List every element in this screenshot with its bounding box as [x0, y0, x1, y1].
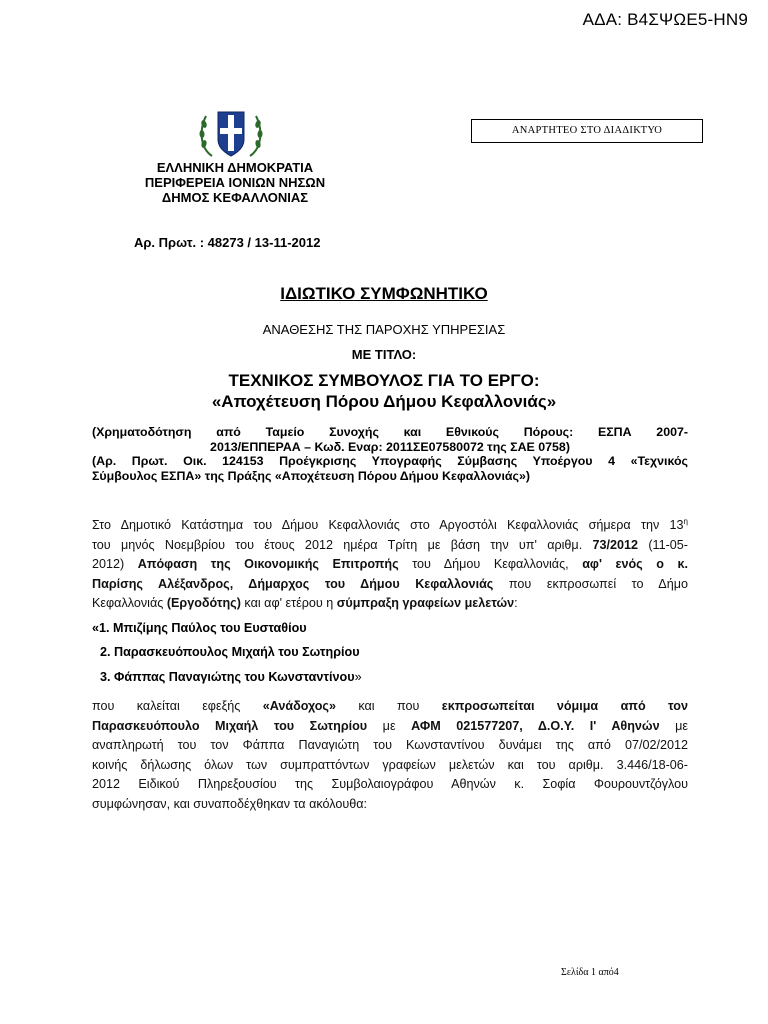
funding-line-1: (Χρηματοδότηση από Ταμείο Συνοχής και Εθνικούς Πόρους: ΕΣΠΑ 2007-: [92, 425, 688, 439]
publish-online-stamp: ΑΝΑΡΤΗΤΕΟ ΣΤΟ ΔΙΑΔΙΚΤΥΟ: [471, 119, 703, 143]
contractor-line-5: 2012 Ειδικού Πληρεξουσίου της Συμβολαιογράφου Αθηνών κ. Σοφία Φουρουντζόγλου: [92, 777, 688, 791]
project-name-heading: «Αποχέτευση Πόρου Δήμου Κεφαλλονιάς»: [211, 392, 557, 411]
list-item: 3. Φάππας Παναγιώτης του Κωνσταντίνου»: [100, 670, 362, 684]
list-item: 2. Παρασκευόπουλος Μιχαήλ του Σωτηρίου: [100, 645, 360, 659]
contractor-line-4: κοινής δήλωσης όλων των συμπραττόντων γραφείων μελετών και του αριθμ. 3.446/18-06-: [92, 757, 688, 772]
subtitle-with-title: ΜΕ ΤΙΤΛΟ:: [351, 347, 417, 362]
funding-line-3: (Αρ. Πρωτ. Οικ. 124153 Προέγκρισης Υπογραφής Σύμβασης Υποέργου 4 «Τεχνικός: [92, 454, 688, 468]
ada-code: ΑΔΑ: Β4ΣΨΩΕ5-ΗΝ9: [582, 10, 748, 29]
contractor-line-1: που καλείται εφεξής «Ανάδοχος» και που εκπροσωπείται νόμιμα από τον: [92, 699, 688, 713]
greek-coat-of-arms-icon: [196, 104, 266, 164]
funding-note: [92, 425, 688, 483]
intro-line-3: 2012) Απόφαση της Οικονομικής Επιτροπής του Δήμου Κεφαλλονιάς, αφ' ενός ο κ.: [92, 557, 688, 572]
issuing-authority: [60, 160, 410, 205]
document-title: ΙΔΙΩΤΙΚΟ ΣΥΜΦΩΝΗΤΙΚΟ: [280, 284, 488, 303]
contractor-paragraph: [92, 697, 688, 814]
authority-line-2: ΠΕΡΙΦΕΡΕΙΑ ΙΟΝΙΩΝ ΝΗΣΩΝ: [144, 175, 326, 190]
protocol-number: Αρ. Πρωτ. : 48273 / 13-11-2012: [134, 235, 321, 250]
page-number: Σελίδα 1 από4: [561, 967, 619, 978]
intro-paragraph: [92, 512, 688, 614]
authority-line-3: ΔΗΜΟΣ ΚΕΦΑΛΛΟΝΙΑΣ: [161, 190, 309, 205]
project-heading: ΤΕΧΝΙΚΟΣ ΣΥΜΒΟΥΛΟΣ ΓΙΑ ΤΟ ΕΡΓΟ:: [228, 371, 540, 390]
intro-line-5: Κεφαλλονιάς (Εργοδότης) και αφ' ετέρου η σύμπραξη γραφείων μελετών:: [92, 596, 518, 611]
contractor-line-2: Παρασκευόπουλο Μιχαήλ του Σωτηρίου με ΑΦΜ 021577207, Δ.Ο.Υ. Ι' Αθηνών με: [92, 718, 688, 733]
funding-line-2: 2013/ΕΠΠΕΡΑΑ – Κωδ. Εναρ: 2011ΣΕ07580072 της ΣΑΕ 0758): [210, 439, 570, 454]
funding-line-4: Σύμβουλος ΕΣΠΑ» της Πράξης «Αποχέτευση Πόρου Δήμου Κεφαλλονιάς»): [92, 468, 530, 483]
subtitle-assignment: ΑΝΑΘΕΣΗΣ ΤΗΣ ΠΑΡΟΧΗΣ ΥΠΗΡΕΣΙΑΣ: [262, 322, 506, 337]
authority-line-1: ΕΛΛΗΝΙΚΗ ΔΗΜΟΚΡΑΤΙΑ: [156, 160, 314, 175]
contractor-line-3: αναπληρωτή του τον Φάππα Παναγιώτη του Κωνσταντίνου δυνάμει της από 07/02/2012: [92, 738, 688, 752]
contractor-line-6: συμφώνησαν, και συναποδέχθηκαν τα ακόλουθα:: [92, 796, 368, 811]
list-item: «1. Μπιζίμης Παύλος του Ευσταθίου: [92, 621, 307, 635]
intro-line-4: Παρίσης Αλέξανδρος, Δήμαρχος του Δήμου Κεφαλλονιάς που εκπροσωπεί το Δήμο: [92, 576, 688, 591]
intro-line-2: του μηνός Νοεμβρίου του έτους 2012 ημέρα Τρίτη με βάση την υπ' αριθμ. 73/2012 (11-05-: [92, 537, 688, 552]
intro-line-1: Στο Δημοτικό Κατάστημα του Δήμου Κεφαλλονιάς στο Αργοστόλι Κεφαλλονιάς σήμερα την $13^\eta$: [92, 517, 688, 533]
